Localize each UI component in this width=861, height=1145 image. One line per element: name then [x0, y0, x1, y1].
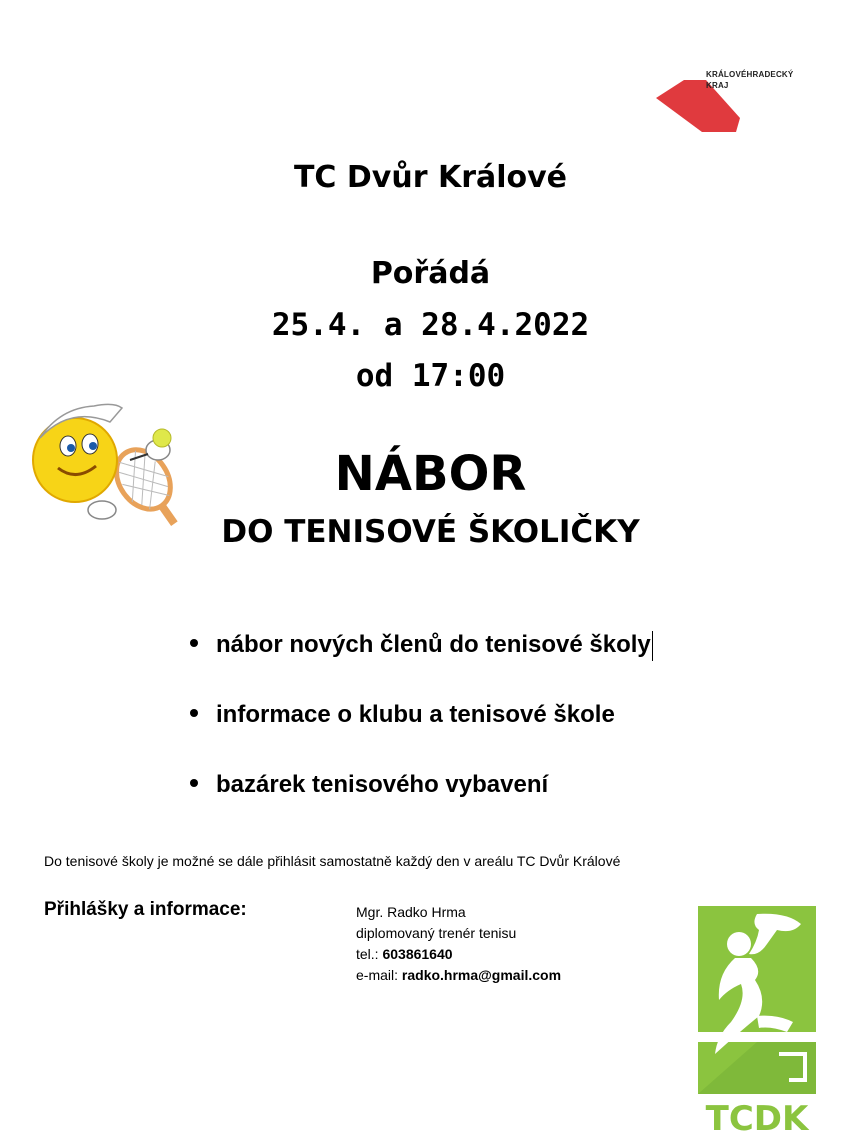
list-item: [190, 682, 653, 752]
list-item-text: nábor nových členů do tenisové školy: [216, 631, 651, 658]
headline: NÁBOR: [334, 446, 527, 502]
list-item: [190, 612, 653, 682]
contact-phone-row: [356, 944, 561, 965]
kraj-logo-line1: KRÁLOVÉHRADECKÝ: [706, 70, 794, 79]
event-dates: 25.4. a 28.4.2022: [271, 307, 590, 343]
club-name: TC Dvůr Králové: [293, 160, 568, 195]
bullet-icon: [190, 709, 198, 717]
list-item: [190, 752, 653, 822]
email-label: e-mail:: [356, 967, 402, 983]
phone-label: tel.:: [356, 946, 383, 962]
bullet-icon: [190, 779, 198, 787]
kraj-logo-text: [706, 69, 793, 91]
tcdk-logo: [697, 904, 817, 1134]
bullet-icon: [190, 639, 198, 647]
phone-number: 603861640: [382, 946, 453, 962]
contact-block: [356, 902, 561, 986]
registration-note: Do tenisové školy je možné se dále přihlásit samostatně každý den v areálu TC Dvůr Králové: [44, 853, 621, 869]
activity-list: [190, 612, 653, 822]
list-item-text: bazárek tenisového vybavení: [216, 771, 549, 798]
organizes-label: Pořádá: [370, 256, 491, 291]
kraj-logo-line2: KRAJ: [706, 81, 729, 90]
contact-heading: Přihlášky a informace:: [44, 899, 247, 920]
tcdk-logo-text: TCDK: [705, 1099, 809, 1134]
contact-email-row: [356, 965, 561, 986]
subheadline: DO TENISOVÉ ŠKOLIČKY: [221, 514, 640, 550]
text-cursor: [652, 631, 653, 661]
event-time: od 17:00: [355, 358, 506, 394]
email-address: radko.hrma@gmail.com: [401, 967, 562, 983]
contact-role: diplomovaný trenér tenisu: [356, 925, 517, 941]
contact-name: Mgr. Radko Hrma: [356, 904, 466, 920]
list-item-text: informace o klubu a tenisové škole: [216, 701, 615, 728]
